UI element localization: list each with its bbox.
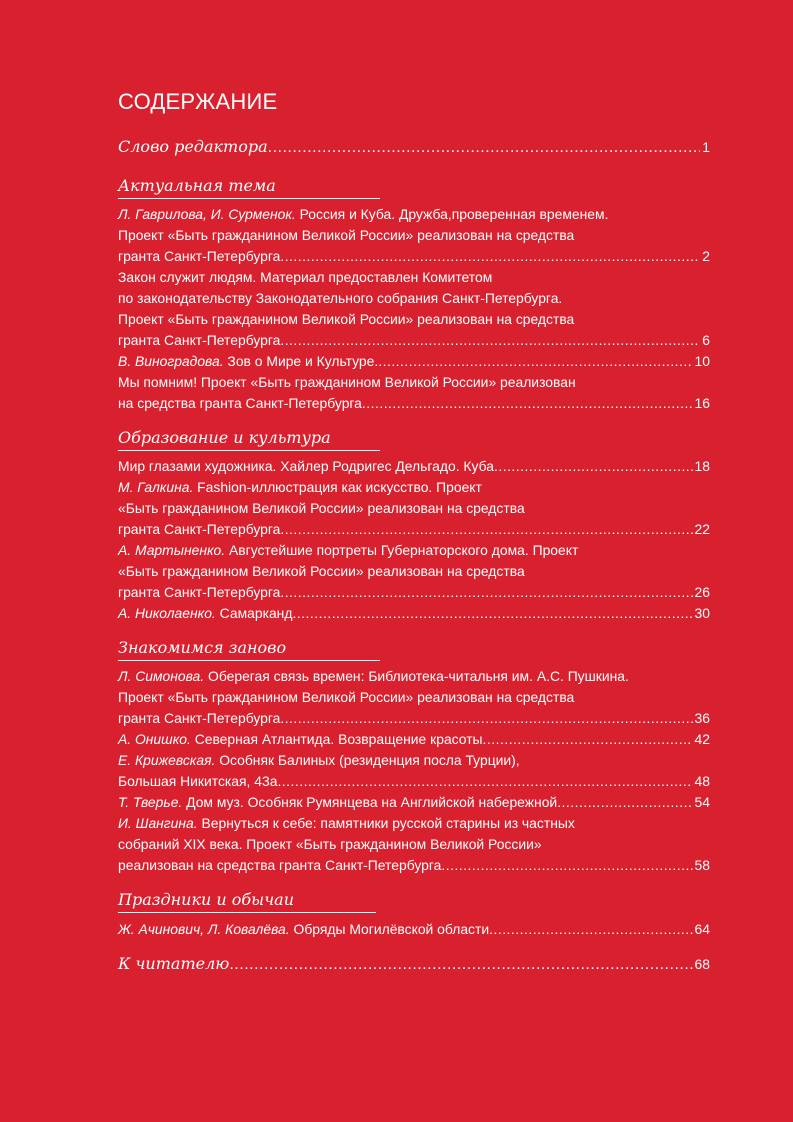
toc-entry-label: Слово редактора bbox=[118, 137, 268, 156]
article-author: Л. Гаврилова, И. Сурменок. bbox=[118, 206, 296, 222]
toc-line[interactable]: «Быть гражданином Великой России» реализован на средства bbox=[118, 563, 525, 579]
section-heading: Знакомимся заново bbox=[118, 638, 380, 661]
page-number: 1 bbox=[702, 139, 710, 155]
dot-leader bbox=[280, 519, 692, 540]
toc-line[interactable]: Проект «Быть гражданином Великой России» реализован на средства bbox=[118, 227, 575, 243]
article-title: Августейшие портреты Губернаторского дома. Проект bbox=[225, 542, 579, 558]
toc-line[interactable] bbox=[118, 813, 575, 834]
article-title: Вернуться к себе: памятники русской старины из частных bbox=[197, 815, 575, 831]
section-heading: Актуальная тема bbox=[118, 176, 380, 199]
toc-entry[interactable] bbox=[118, 330, 710, 351]
article-title: Россия и Куба. Дружба,проверенная временем. bbox=[295, 206, 609, 222]
page-number: 30 bbox=[694, 605, 710, 621]
article-title: Fashion-иллюстрация как искусство. Проект bbox=[193, 479, 482, 495]
dot-leader bbox=[280, 582, 692, 603]
toc-entry[interactable] bbox=[118, 393, 710, 414]
toc-entry[interactable] bbox=[118, 456, 710, 477]
article-title: Дом муз. Особняк Румянцева на Английской набережной bbox=[182, 794, 558, 810]
toc-line[interactable]: Проект «Быть гражданином Великой России» реализован на средства bbox=[118, 689, 575, 705]
page-number: 68 bbox=[694, 956, 710, 972]
toc-line[interactable]: Мы помним! Проект «Быть гражданином Великой России» реализован bbox=[118, 374, 576, 390]
article-title: Северная Атлантида. Возвращение красоты bbox=[190, 731, 483, 747]
article-title: Самарканд bbox=[215, 605, 293, 621]
article-title: Оберегая связь времен: Библиотека-читальня им. А.С. Пушкина. bbox=[204, 668, 629, 684]
toc-entry[interactable] bbox=[118, 351, 710, 372]
page-number: 16 bbox=[694, 395, 710, 411]
article-author: А. Николаенко. bbox=[118, 605, 216, 621]
article-author: Ж. Ачинович, Л. Ковалёва. bbox=[118, 921, 290, 937]
toc-entry[interactable] bbox=[118, 246, 710, 267]
article-author: А. Мартыненко. bbox=[118, 542, 226, 558]
article-author: А. Онишко. bbox=[118, 731, 191, 747]
dot-leader bbox=[280, 708, 692, 729]
dot-leader bbox=[494, 456, 693, 477]
dot-leader bbox=[489, 919, 692, 940]
article-title: гранта Санкт-Петербурга bbox=[118, 710, 281, 726]
dot-leader bbox=[229, 954, 692, 975]
page-number: 22 bbox=[694, 521, 710, 537]
article-author: М. Галкина. bbox=[118, 479, 194, 495]
toc-line[interactable]: по законодательству Законодательного собрания Санкт-Петербурга. bbox=[118, 290, 563, 306]
section-heading: Праздники и обычаи bbox=[118, 890, 376, 913]
toc-entry-reader[interactable] bbox=[118, 953, 710, 975]
page-number: 10 bbox=[694, 353, 710, 369]
section-heading: Образование и культура bbox=[118, 428, 380, 451]
dot-leader bbox=[280, 246, 700, 267]
article-author: Л. Симонова. bbox=[118, 668, 205, 684]
page-number: 64 bbox=[694, 921, 710, 937]
toc-entry[interactable] bbox=[118, 519, 710, 540]
dot-leader bbox=[268, 137, 701, 158]
page-number: 6 bbox=[702, 332, 710, 348]
toc-entry[interactable] bbox=[118, 771, 710, 792]
dot-leader bbox=[441, 855, 692, 876]
page-number: 58 bbox=[694, 857, 710, 873]
dot-leader bbox=[483, 729, 693, 750]
article-title: гранта Санкт-Петербурга bbox=[118, 521, 281, 537]
toc-entry[interactable] bbox=[118, 855, 710, 876]
page-number: 48 bbox=[694, 773, 710, 789]
article-title: Мир глазами художника. Хайлер Родригес Дельгадо. Куба bbox=[118, 458, 494, 474]
page-number: 18 bbox=[694, 458, 710, 474]
toc-entry[interactable] bbox=[118, 729, 710, 750]
article-title: Большая Никитская, 43а bbox=[118, 773, 278, 789]
article-author: И. Шангина. bbox=[118, 815, 198, 831]
article-title: на средства гранта Санкт-Петербурга bbox=[118, 395, 362, 411]
dot-leader bbox=[292, 603, 692, 624]
page-number: 26 bbox=[694, 584, 710, 600]
page-number: 42 bbox=[694, 731, 710, 747]
article-title: Зов о Мире и Культуре. bbox=[223, 353, 379, 369]
toc-line[interactable] bbox=[118, 666, 629, 687]
toc-line[interactable]: Проект «Быть гражданином Великой России» реализован на средства bbox=[118, 311, 575, 327]
toc-entry[interactable] bbox=[118, 792, 710, 813]
page-title: СОДЕРЖАНИЕ bbox=[118, 89, 278, 114]
toc-entry-label: К читателю bbox=[118, 954, 230, 973]
article-title: Обряды Могилёвской области bbox=[289, 921, 490, 937]
article-author: Т. Тверье. bbox=[118, 794, 183, 810]
article-author: Е. Крижевская. bbox=[118, 752, 216, 768]
dot-leader bbox=[557, 792, 692, 813]
article-title: Особняк Балиных (резиденция посла Турции), bbox=[215, 752, 520, 768]
dot-leader bbox=[362, 393, 693, 414]
toc-line[interactable] bbox=[118, 750, 520, 771]
article-title: гранта Санкт-Петербурга bbox=[118, 248, 281, 264]
toc-line[interactable] bbox=[118, 540, 578, 561]
dot-leader bbox=[280, 330, 700, 351]
toc-line[interactable] bbox=[118, 204, 608, 225]
toc-line[interactable]: «Быть гражданином Великой России» реализован на средства bbox=[118, 500, 525, 516]
article-title: гранта Санкт-Петербурга bbox=[118, 332, 281, 348]
page-number: 54 bbox=[694, 794, 710, 810]
article-author: В. Виноградова. bbox=[118, 353, 224, 369]
toc-entry[interactable] bbox=[118, 582, 710, 603]
dot-leader bbox=[378, 351, 692, 372]
toc-entry[interactable] bbox=[118, 708, 710, 729]
toc-line[interactable]: собраний XIX века. Проект «Быть гражданином Великой России» bbox=[118, 836, 542, 852]
dot-leader bbox=[277, 771, 692, 792]
article-title: гранта Санкт-Петербурга bbox=[118, 584, 281, 600]
article-title: реализован на средства гранта Санкт-Петербурга bbox=[118, 857, 442, 873]
toc-entry-editor[interactable] bbox=[118, 136, 710, 158]
toc-entry[interactable] bbox=[118, 603, 710, 624]
page-number: 2 bbox=[702, 248, 710, 264]
toc-entry[interactable] bbox=[118, 919, 710, 940]
page-number: 36 bbox=[694, 710, 710, 726]
toc-line[interactable]: Закон служит людям. Материал предоставлен Комитетом bbox=[118, 269, 493, 285]
toc-line[interactable] bbox=[118, 477, 482, 498]
